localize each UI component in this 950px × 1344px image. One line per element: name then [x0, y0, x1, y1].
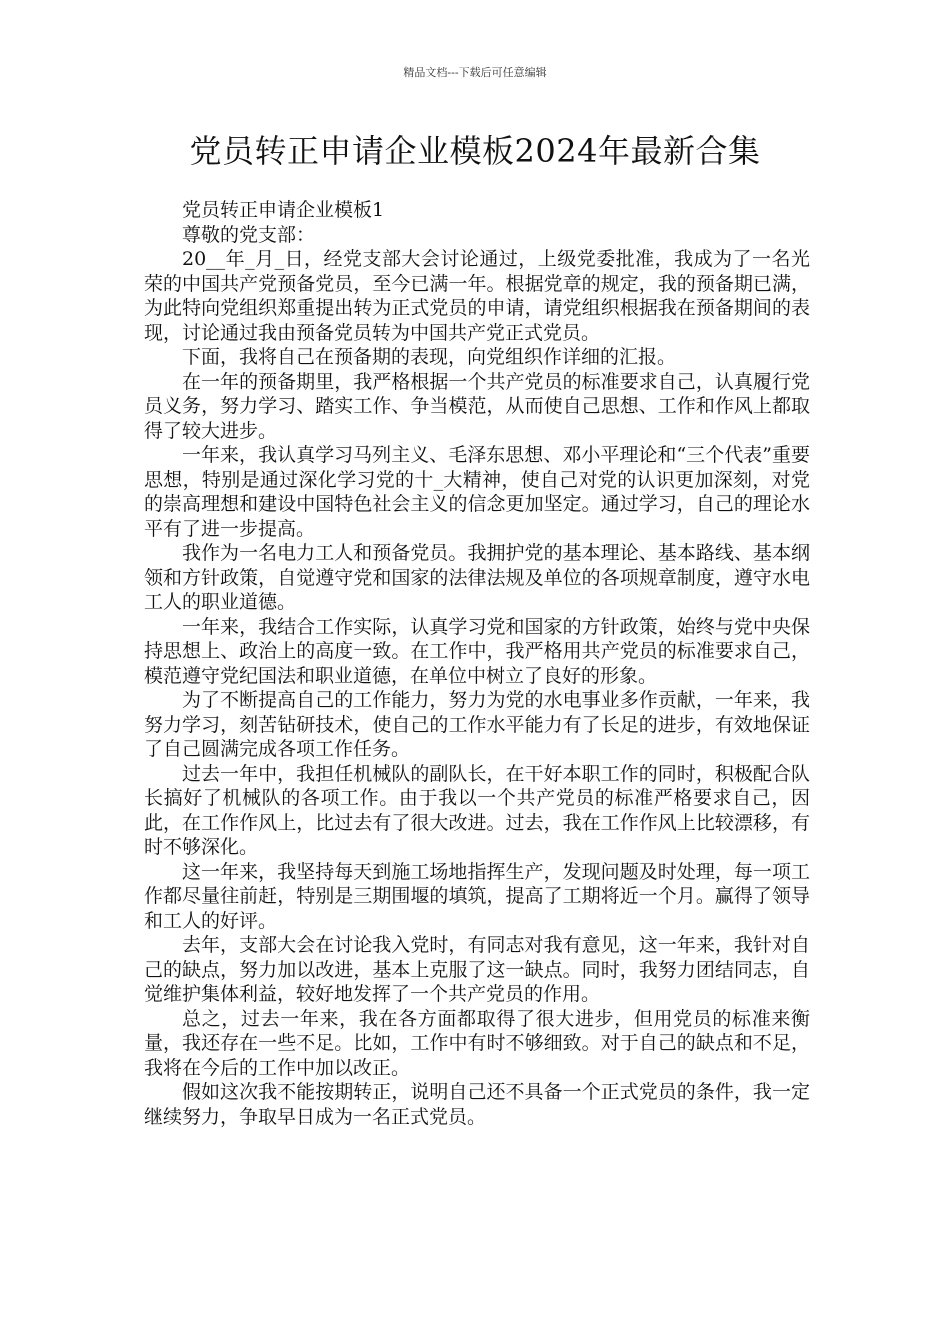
- body-paragraph: 我作为一名电力工人和预备党员。我拥护党的基本理论、基本路线、基本纲领和方针政策，自觉遵守党和国家的法律法规及单位的各项规章制度，遵守水电工人的职业道德。: [144, 542, 810, 613]
- body-paragraph: 这一年来，我坚持每天到施工场地指挥生产，发现问题及时处理，每一项工作都尽量往前赶，特别是三期围堰的填筑，提高了工期将近一个月。赢得了领导和工人的好评。: [144, 860, 810, 932]
- running-header: 精品文档---下载后可任意编辑: [403, 66, 547, 79]
- body-paragraph: 在一年的预备期里，我严格根据一个共产党员的标准要求自己，认真履行党员义务，努力学习、踏实工作、争当模范，从而使自己思想、工作和作风上都取得了较大进步。: [144, 370, 810, 442]
- body-paragraph: 20__年_月_日，经党支部大会讨论通过，上级党委批准，我成为了一名光荣的中国共产党预备党员，至今已满一年。根据党章的规定，我的预备期已满，为此特向党组织郑重提出转为正式党员的申请，请党组织根据我在预备期间的表现，讨论通过我由预备党员转为中国共产党正式党员。: [144, 248, 810, 344]
- body-paragraph: 下面，我将自己在预备期的表现，向党组织作详细的汇报。: [182, 346, 677, 368]
- document-title: 党员转正申请企业模板2024年最新合集: [189, 132, 761, 170]
- section-heading: 党员转正申请企业模板1: [182, 199, 385, 221]
- document-body: [144, 198, 810, 1129]
- body-paragraph: 一年来，我认真学习马列主义、毛泽东思想、邓小平理论和“三个代表”重要思想，特别是通过深化学习党的十_大精神，使自己对党的认识更加深刻，对党的崇高理想和建设中国特色社会主义的信念更加坚定。通过学习，自己的理论水平有了进一步提高。: [144, 444, 810, 540]
- salutation: 尊敬的党支部：: [182, 223, 316, 246]
- closing-paragraph: 假如这次我不能按期转正，说明自己还不具备一个正式党员的条件，我一定继续努力，争取早日成为一名正式党员。: [144, 1081, 810, 1128]
- body-paragraph: 去年，支部大会在讨论我入党时，有同志对我有意见，这一年来，我针对自己的缺点，努力加以改进，基本上克服了这一缺点。同时，我努力团结同志，自觉维护集体利益，较好地发挥了一个共产党员的作用。: [144, 934, 810, 1005]
- body-paragraph: 为了不断提高自己的工作能力，努力为党的水电事业多作贡献，一年来，我努力学习，刻苦钻研技术，使自己的工作水平能力有了长足的进步，有效地保证了自己圆满完成各项工作任务。: [144, 689, 810, 760]
- body-paragraph: 过去一年中，我担任机械队的副队长，在干好本职工作的同时，积极配合队长搞好了机械队的各项工作。由于我以一个共产党员的标准严格要求自己，因此，在工作作风上，比过去有了很大改进。过去，我在工作作风上比较漂移，有时不够深化。: [144, 762, 810, 858]
- body-paragraph: 一年来，我结合工作实际，认真学习党和国家的方针政策，始终与党中央保持思想上、政治上的高度一致。在工作中，我严格用共产党员的标准要求自己，模范遵守党纪国法和职业道德，在单位中树立了良好的形象。: [144, 615, 810, 687]
- body-paragraph: 总之，过去一年来，我在各方面都取得了很大进步，但用党员的标准来衡量，我还存在一些不足。比如，工作中有时不够细致。对于自己的缺点和不足，我将在今后的工作中加以改正。: [144, 1007, 810, 1079]
